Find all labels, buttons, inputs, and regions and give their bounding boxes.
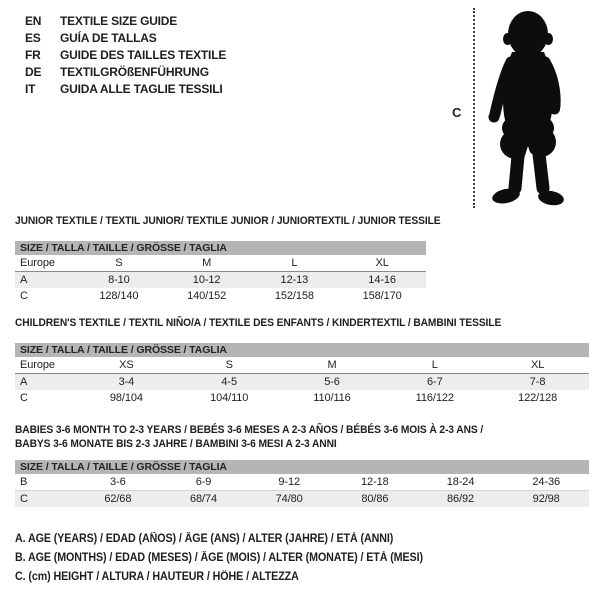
table-cell: 18-24: [446, 476, 475, 488]
table-cell: 7-8: [529, 376, 546, 388]
table-cell: 6-9: [195, 476, 212, 488]
table-cell: 86/92: [447, 493, 475, 505]
lang-row-fr: [25, 46, 226, 63]
height-marker-label: C: [452, 105, 462, 120]
junior-section-title: JUNIOR TEXTILE / TEXTIL JUNIOR/ TEXTILE JUNIOR / JUNIORTEXTIL / JUNIOR TESSILE: [15, 215, 441, 227]
lang-row-es: [25, 29, 226, 46]
table-cell: 62/68: [104, 493, 132, 505]
table-row-A: [15, 374, 589, 390]
table-cell: 122/128: [518, 392, 558, 404]
table-cell: L: [431, 359, 438, 371]
height-dotted-line: [473, 8, 475, 208]
table-cell: 110/116: [313, 392, 351, 404]
row-label: C: [20, 290, 28, 302]
lang-label: GUIDA ALLE TAGLIE TESSILI: [60, 82, 223, 97]
row-label: C: [20, 392, 28, 404]
table-cell: XL: [530, 359, 545, 371]
table-cell: 5-6: [324, 376, 340, 388]
size-header-bar: SIZE / TALLA / TAILLE / GRÖSSE / TAGLIA: [15, 343, 589, 357]
legend-line-a: A. AGE (YEARS) / EDAD (AÑOS) / ÂGE (ANS) / ALTER (JAHRE) / ETÀ (ANNI): [15, 533, 394, 545]
children-section-title: CHILDREN'S TEXTILE / TEXTIL NIÑO/A / TEXTILE DES ENFANTS / KINDERTEXTIL / BAMBINI TESSILE: [15, 317, 502, 329]
table-cell: 14-16: [368, 274, 396, 286]
table-cell: XS: [119, 359, 134, 371]
table-cell: M: [202, 257, 212, 269]
table-cell: 3-4: [118, 376, 135, 388]
table-row-C: [15, 288, 426, 304]
table-cell: XL: [375, 257, 389, 269]
row-label: C: [20, 493, 28, 505]
lang-code: FR: [25, 47, 41, 62]
babies-section-title: [15, 424, 483, 451]
table-cell: 158/170: [362, 290, 402, 302]
table-row-C: [15, 491, 589, 507]
table-row-A: [15, 272, 426, 288]
lang-label: GUIDE DES TAILLES TEXTILE: [60, 47, 227, 62]
lang-label: GUÍA DE TALLAS: [60, 30, 157, 45]
table-cell: 8-10: [108, 274, 130, 286]
lang-code: EN: [25, 13, 42, 28]
row-label: Europe: [20, 257, 55, 269]
table-cell: 80/86: [361, 493, 389, 505]
table-cell: 116/122: [415, 392, 454, 404]
lang-code: ES: [25, 30, 41, 45]
size-header-bar: SIZE / TALLA / TAILLE / GRÖSSE / TAGLIA: [15, 241, 426, 255]
lang-code: DE: [25, 65, 42, 80]
table-cell: 92/98: [532, 493, 560, 505]
table-cell: 9-12: [278, 476, 300, 488]
table-cell: 12-13: [280, 274, 309, 286]
language-title-list: [25, 12, 226, 98]
babies-title-line-2: BABYS 3-6 MONATE BIS 2-3 JAHRE / BAMBINI 3-6 MESI A 2-3 ANNI: [15, 437, 337, 450]
baby-silhouette-image: [482, 8, 574, 208]
table-row-Europe: [15, 255, 426, 272]
table-cell: L: [291, 257, 298, 269]
children-size-table: [15, 343, 589, 406]
lang-row-it: [25, 81, 226, 98]
table-cell: 24-36: [532, 476, 561, 488]
legend-line-b: B. AGE (MONTHS) / EDAD (MESES) / ÂGE (MOIS) / ALTER (MONATE) / ETÀ (MESI): [15, 552, 423, 564]
row-label: B: [20, 476, 28, 488]
table-cell: 12-18: [361, 476, 389, 488]
row-label: Europe: [20, 359, 55, 371]
table-cell: 68/74: [189, 493, 218, 505]
table-cell: 152/158: [274, 290, 314, 302]
table-cell: 3-6: [110, 476, 126, 488]
lang-label: TEXTILGRÖßENFÜHRUNG: [60, 65, 209, 80]
lang-label: TEXTILE SIZE GUIDE: [60, 13, 178, 28]
lang-row-de: [25, 64, 226, 81]
table-cell: 6-7: [426, 376, 443, 388]
table-cell: 4-5: [221, 376, 237, 388]
table-cell: M: [327, 359, 337, 371]
junior-size-table: [15, 241, 426, 304]
table-row-B: [15, 474, 589, 491]
babies-size-table: [15, 460, 589, 507]
table-cell: 10-12: [192, 274, 221, 286]
table-cell: 74/80: [275, 493, 303, 505]
table-row-Europe: [15, 357, 589, 374]
table-cell: 98/104: [109, 392, 143, 404]
babies-title-line-1: BABIES 3-6 MONTH TO 2-3 YEARS / BEBÉS 3-6 MESES A 2-3 AÑOS / BÉBÉS 3-6 MOIS À 2-3 ANS /: [15, 424, 484, 436]
measurement-legend: [15, 530, 454, 587]
table-cell: S: [225, 359, 233, 371]
table-cell: 140/152: [187, 290, 227, 302]
row-label: A: [20, 376, 28, 388]
row-label: A: [20, 274, 28, 286]
table-cell: 104/110: [210, 392, 249, 404]
table-cell: 128/140: [99, 290, 139, 302]
table-row-C: [15, 390, 589, 406]
size-header-bar: SIZE / TALLA / TAILLE / GRÖSSE / TAGLIA: [15, 460, 589, 474]
lang-code: IT: [25, 82, 36, 97]
lang-row-en: [25, 12, 226, 29]
legend-line-c: C. (cm) HEIGHT / ALTURA / HAUTEUR / HÖHE / ALTEZZA: [15, 571, 299, 583]
table-cell: S: [115, 257, 123, 269]
